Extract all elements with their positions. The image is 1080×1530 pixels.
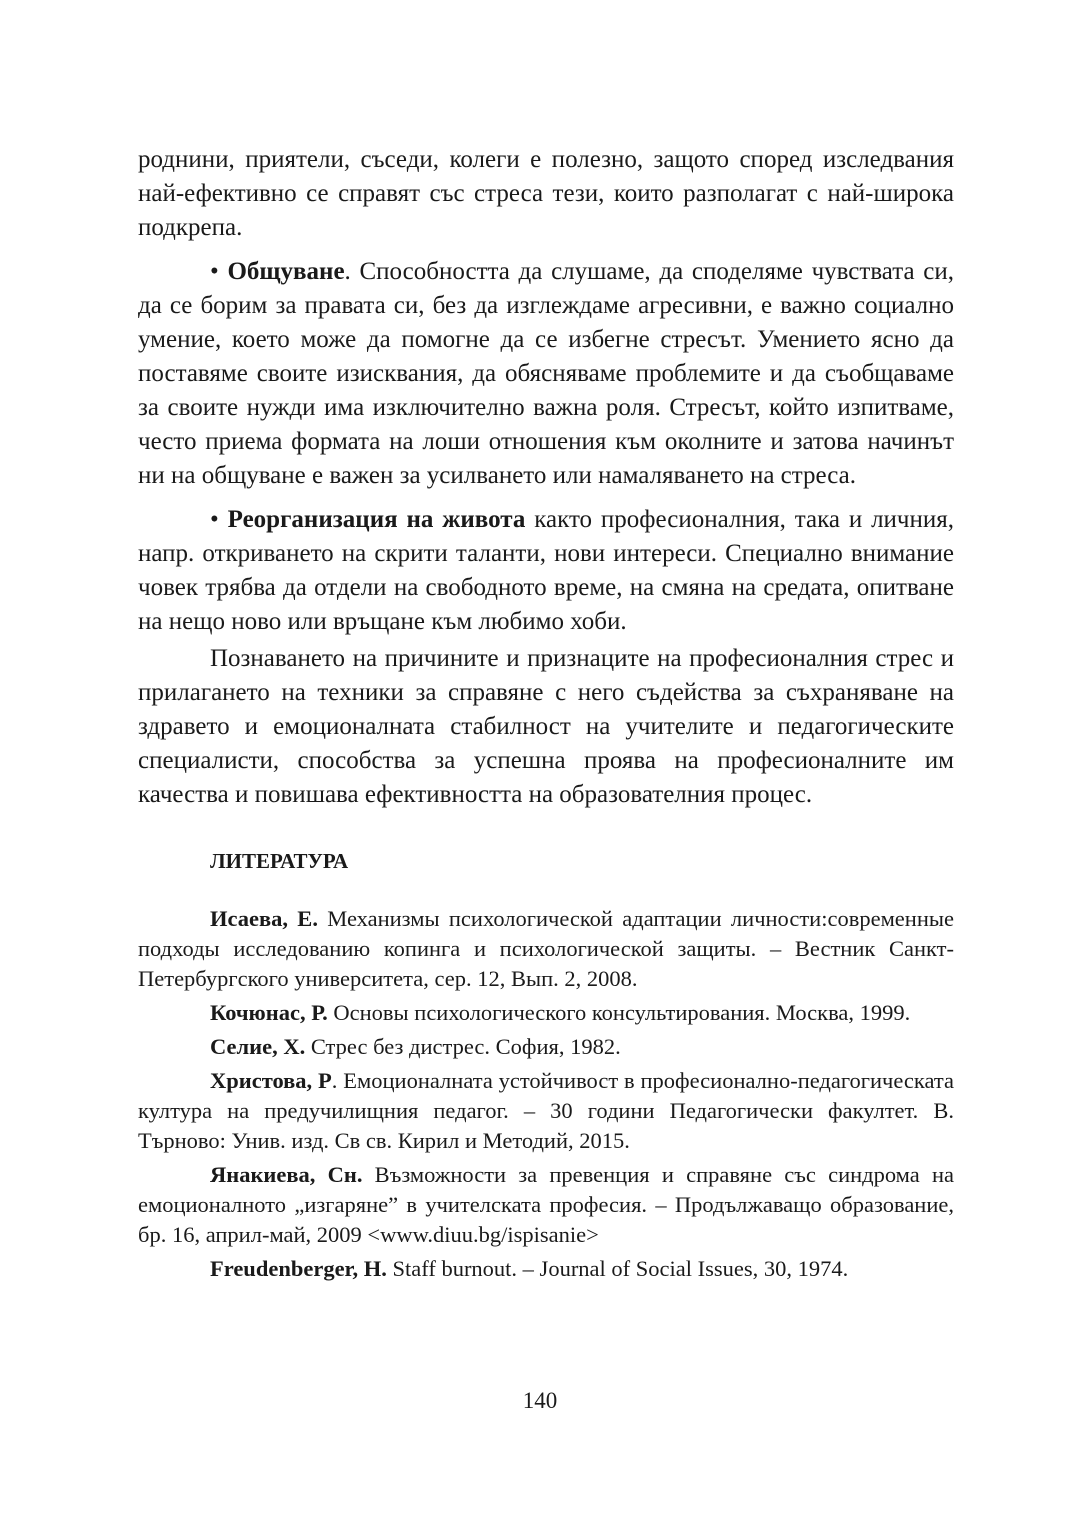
literature-heading: ЛИТЕРАТУРА bbox=[210, 849, 349, 873]
page-content bbox=[138, 143, 954, 1288]
bullet-life-reorganization bbox=[138, 503, 954, 639]
reference-author: Селие, Х. bbox=[210, 1034, 306, 1059]
paragraph-continuation: роднини, приятели, съседи, колеги е полезно, защото според изследвания най-ефективно се справят със стреса тези, които разполагат с най-широка подкрепа. bbox=[138, 146, 954, 241]
reference-item bbox=[138, 1254, 954, 1284]
page-number: 140 bbox=[522, 1388, 558, 1413]
bullet-term: Реорганизация на живота bbox=[227, 506, 526, 533]
bullet-communication bbox=[138, 255, 954, 493]
reference-text: Основы психологического консультирования. Москва, 1999. bbox=[327, 1000, 911, 1025]
reference-item bbox=[138, 1160, 954, 1250]
paragraph-conclusion: Познаването на причините и признаците на професионалния стрес и прилагането на техники за справяне с него съдейства за съхраняване на здравето и емоционалната стабилност на учителите и педагогическите специалисти, способства за успешна проява на професионалните им качества и повишава ефективността на образователния процес. bbox=[138, 645, 954, 808]
reference-item bbox=[138, 904, 954, 994]
reference-text: Стрес без дистрес. София, 1982. bbox=[305, 1034, 621, 1059]
reference-text: Възможности за превенция и справяне със синдрома на емоционалното „изгаряне” в учителската професия. – Продължаващо образование, бр. 16, април-май, 2009 <www.diuu.bg/ispisanie> bbox=[138, 1162, 954, 1247]
reference-item bbox=[138, 998, 954, 1028]
reference-author: Христова, Р bbox=[210, 1068, 332, 1093]
bullet-text: както професионалния, така и личния, напр. откриването на скрити таланти, нови интереси. Специално внимание човек трябва да отдели на свободното време, на смяна на средата, опитване на нещо ново или връщане към любимо хоби. bbox=[138, 506, 954, 635]
reference-text: . Емоционалната устойчивост в професионално-педагогическата култура на предучилищния педагог. – 30 години Педагогически факултет. В. Търново: Унив. изд. Св св. Кирил и Методий, 2015. bbox=[138, 1068, 954, 1153]
reference-list bbox=[138, 904, 954, 1284]
reference-author: Кочюнас, Р. bbox=[210, 1000, 328, 1025]
reference-text: Механизмы психологической адаптации личности:современные подходы исследованию копинга и психологической защиты. – Вестник Санкт-Петербургского университета, сер. 12, Вып. 2, 2008. bbox=[138, 906, 954, 991]
bullet-marker: • bbox=[210, 258, 219, 285]
reference-author: Freudenberger, H. bbox=[210, 1256, 387, 1281]
bullet-marker: • bbox=[210, 506, 219, 533]
bullet-term: Общуване bbox=[227, 258, 345, 285]
reference-author: Янакиева, Сн. bbox=[210, 1162, 363, 1187]
reference-text: Staff burnout. – Journal of Social Issues, 30, 1974. bbox=[386, 1256, 849, 1281]
bullet-text: . Способността да слушаме, да споделяме чувствата си, да се борим за правата си, без да изглеждаме агресивни, е важно социално умение, което може да помогне да се избегне стресът. Умението ясно да поставяме своите изисквания, да обясняваме проблемите и да съобщаваме за своите нужди има изключително важна роля. Стресът, който изпитваме, често приема формата на лоши отношения към околните и затова начинът ни на общуване е важен за усилването или намаляването на стреса. bbox=[138, 258, 955, 489]
reference-item bbox=[138, 1066, 954, 1156]
reference-item bbox=[138, 1032, 954, 1062]
reference-author: Исаева, Е. bbox=[210, 906, 318, 931]
